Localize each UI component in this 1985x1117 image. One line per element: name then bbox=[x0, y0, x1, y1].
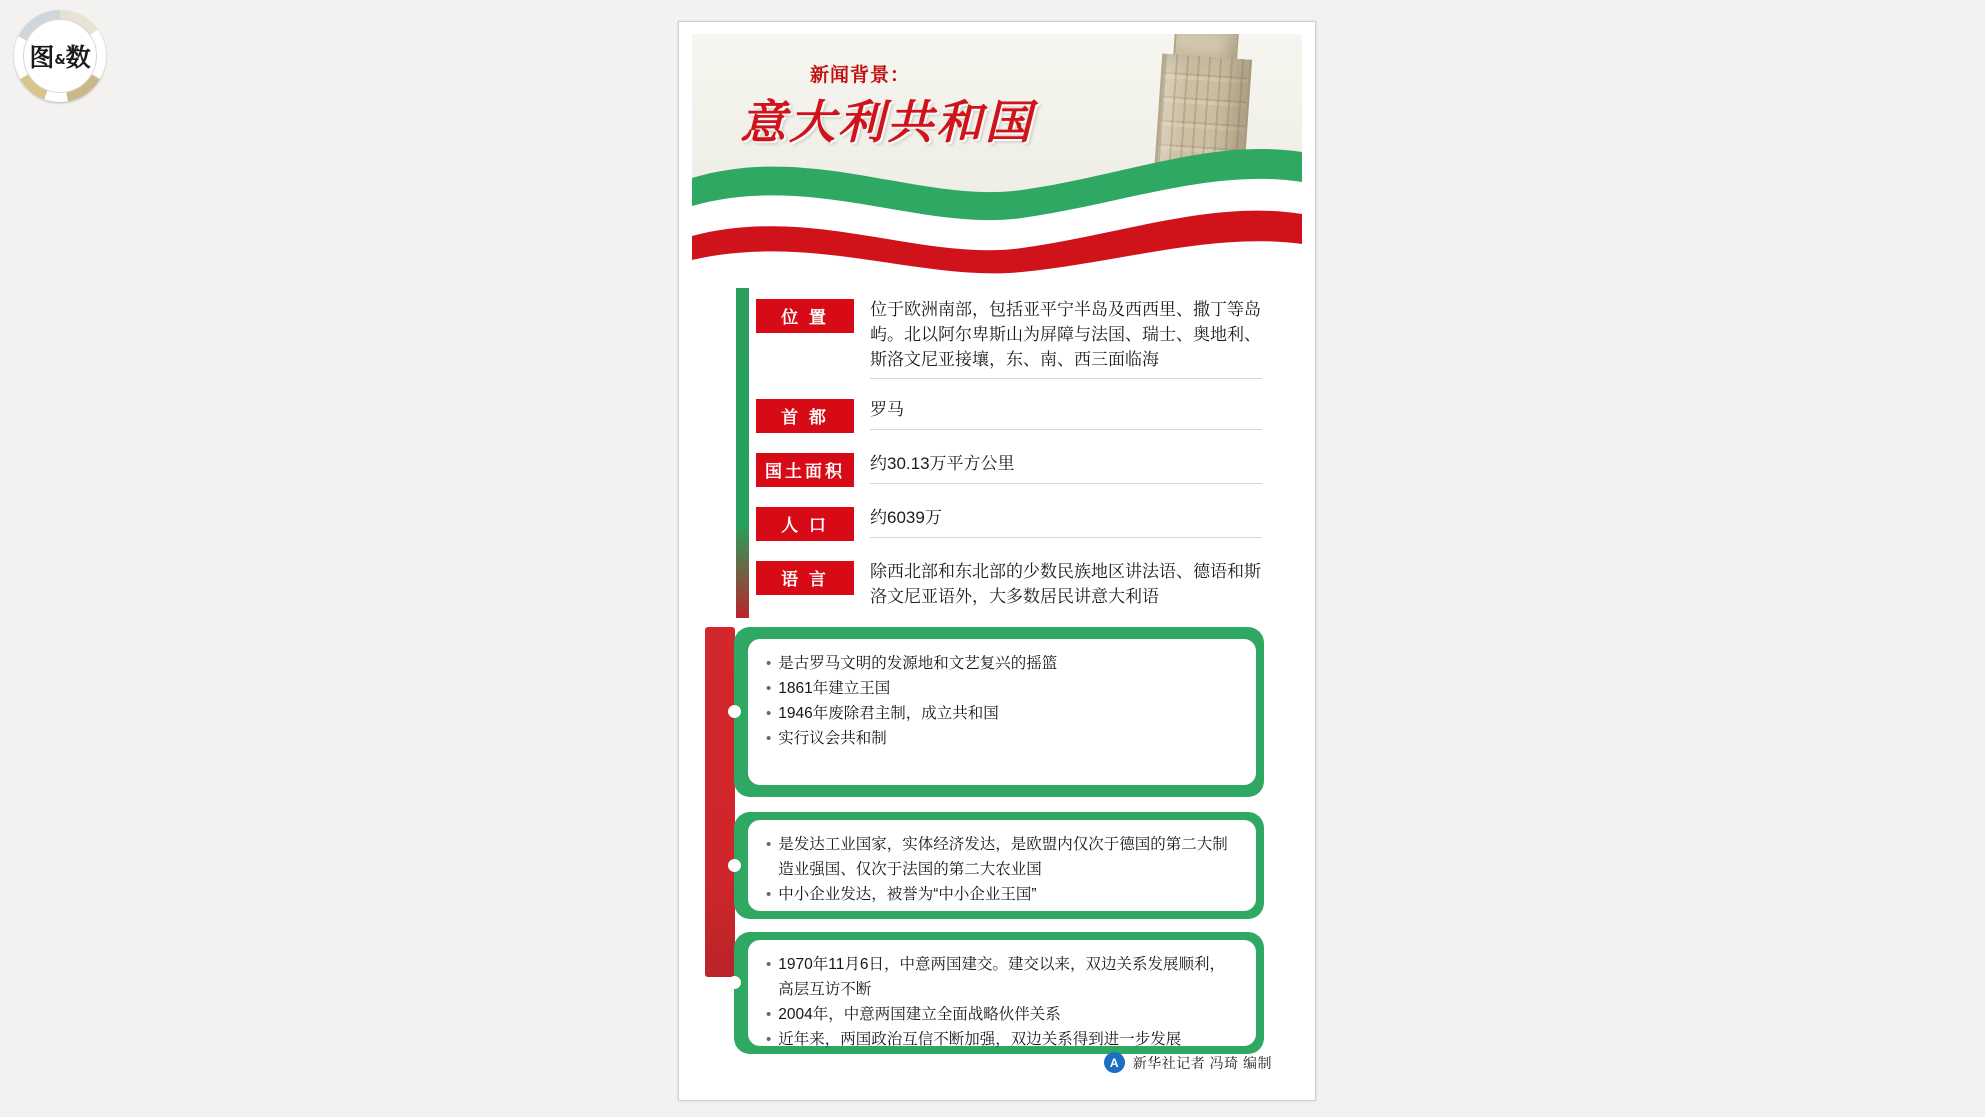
page-title: 意大利共和国 bbox=[740, 95, 1034, 149]
flag-wave-bands bbox=[692, 132, 1302, 282]
fact-value: 约30.13万平方公里 bbox=[870, 451, 1262, 484]
logo-inner bbox=[23, 19, 97, 93]
xinhua-logo-icon: A bbox=[1104, 1052, 1125, 1073]
table-row bbox=[749, 388, 1266, 442]
bullet-text: 1946年废除君主制，成立共和国 bbox=[778, 705, 999, 722]
panel-accent-strip bbox=[705, 627, 735, 977]
bullet-text: 1861年建立王国 bbox=[778, 680, 891, 697]
bullet-text: 近年来，两国政治互信不断加强，双边关系得到进一步发展 bbox=[778, 1031, 1182, 1048]
list-item bbox=[748, 820, 1256, 911]
fact-value: 除西北部和东北部的少数民族地区讲法语、德语和斯洛文尼亚语外，大多数居民讲意大利语 bbox=[870, 562, 1261, 606]
bullet-row bbox=[766, 726, 1238, 751]
bullet-row bbox=[766, 1002, 1238, 1027]
bullet-row bbox=[766, 701, 1238, 726]
fact-label: 首 都 bbox=[756, 399, 854, 433]
poster-footer bbox=[692, 1044, 1302, 1084]
bullet-dot-icon: • bbox=[766, 1031, 772, 1048]
bullet-row bbox=[766, 952, 1238, 1002]
bullet-row bbox=[766, 832, 1238, 882]
credit-text: 新华社记者 冯琦 编制 bbox=[1132, 1054, 1272, 1071]
bullet-text: 实行议会共和制 bbox=[778, 730, 887, 747]
logo-char-2: 数 bbox=[65, 43, 91, 72]
fact-label: 语 言 bbox=[756, 561, 854, 595]
bullet-text: 2004年，中意两国建立全面战略伙伴关系 bbox=[778, 1006, 1061, 1023]
bullet-text: 是发达工业国家，实体经济发达，是欧盟内仅次于德国的第二大制造业强国、仅次于法国的第二大农业国 bbox=[778, 836, 1228, 878]
fact-table-accent-bar bbox=[736, 288, 749, 618]
app-logo-badge bbox=[14, 10, 106, 102]
bullet-panels bbox=[692, 627, 1302, 1054]
fact-label: 国土面积 bbox=[756, 453, 854, 487]
bullet-dot-icon: • bbox=[766, 1006, 772, 1023]
fact-label: 位 置 bbox=[756, 299, 854, 333]
bullet-dot-icon: • bbox=[766, 956, 772, 973]
logo-amp: & bbox=[54, 53, 66, 68]
bullet-row bbox=[766, 651, 1238, 676]
bullet-text: 中小企业发达，被誉为“中小企业王国” bbox=[778, 886, 1037, 903]
bullet-row bbox=[766, 676, 1238, 701]
list-item bbox=[748, 639, 1256, 785]
connector-dot bbox=[728, 976, 741, 989]
bullet-dot-icon: • bbox=[766, 836, 772, 853]
connector-dot bbox=[728, 705, 741, 718]
fact-value: 约6039万 bbox=[870, 505, 1262, 538]
bullet-dot-icon: • bbox=[766, 730, 772, 747]
list-item bbox=[748, 940, 1256, 1046]
bullet-dot-icon: • bbox=[766, 886, 772, 903]
logo-char-1: 图 bbox=[29, 43, 55, 72]
infographic-poster bbox=[678, 21, 1316, 1101]
table-row bbox=[749, 496, 1266, 550]
footer-credit-group bbox=[1104, 1052, 1272, 1073]
logo-text bbox=[29, 38, 90, 74]
table-row bbox=[749, 442, 1266, 496]
fact-rows bbox=[749, 288, 1266, 624]
bullet-text: 是古罗马文明的发源地和文艺复兴的摇篮 bbox=[778, 655, 1058, 672]
fact-label: 人 口 bbox=[756, 507, 854, 541]
table-row bbox=[749, 550, 1266, 624]
connector-dot bbox=[728, 859, 741, 872]
bullet-dot-icon: • bbox=[766, 680, 772, 697]
bullet-row bbox=[766, 882, 1238, 907]
fact-value: 位于欧洲南部，包括亚平宁半岛及西西里、撒丁等岛屿。北以阿尔卑斯山为屏障与法国、瑞士、奥地利、斯洛文尼亚接壤，东、南、西三面临海 bbox=[870, 297, 1262, 379]
header-kicker: 新闻背景： bbox=[810, 65, 911, 86]
poster-header bbox=[692, 34, 1302, 282]
bullet-dot-icon: • bbox=[766, 655, 772, 672]
table-row bbox=[749, 288, 1266, 388]
fact-value: 罗马 bbox=[870, 397, 1262, 430]
bullet-text: 1970年11月6日，中意两国建交。建交以来，双边关系发展顺利，高层互访不断 bbox=[778, 956, 1225, 998]
bullet-dot-icon: • bbox=[766, 705, 772, 722]
